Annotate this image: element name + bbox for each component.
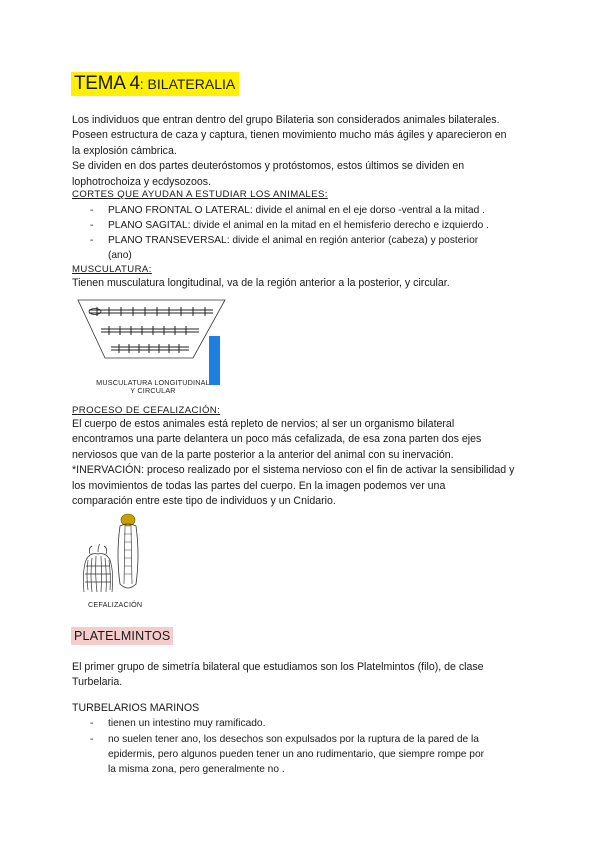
cefalizacion-line: nerviosos que van de la parte posterior a la anterior del animal con su inervación. [72, 448, 454, 461]
cefalizacion-line: El cuerpo de estos animales está repleto de nervios; al ser un organismo bilateral [72, 418, 455, 430]
cefalizacion-line: encontramos una parte delantera un poco más cefalizada, de esa zona parten dos ejes [72, 433, 482, 446]
title-rest: : BILATERALIA [139, 76, 236, 92]
cefalizacion-paragraph [72, 417, 542, 509]
turbelarios-heading: TURBELARIOS MARINOS [72, 702, 200, 714]
cefalizacion-line: *INERVACIÓN: proceso realizado por el sistema nervioso con el fin de activar la sensibilidad y [72, 464, 515, 477]
bullet-dash: - [90, 235, 94, 246]
turbelarios-item: tienen un intestino muy ramificado. [108, 718, 266, 729]
caption-line: MUSCULATURA LONGITUDINAL [96, 378, 210, 387]
cortes-heading: CORTES QUE AYUDAN A ESTUDIAR LOS ANIMALES: [72, 189, 328, 200]
musculatura-heading: MUSCULATURA: [72, 264, 152, 275]
intro-line: Poseen estructura de caza y captura, tienen movimiento mucho más ágiles y aparecieron en [72, 129, 507, 142]
cortes-item: PLANO FRONTAL O LATERAL: divide el animal en el eje dorso -ventral a la mitad . [108, 205, 485, 216]
figure-blue-bar [209, 336, 220, 385]
musculatura-text: Tienen musculatura longitudinal, va de la región anterior a la posterior, y circular. [72, 277, 450, 289]
musculature-caption [88, 379, 218, 395]
cefalizacion-line: los movimientos de todas las partes del cuerpo. En la imagen podemos ver una [72, 479, 446, 492]
turbelarios-item: no suelen tener ano, los desechos son expulsados por la ruptura de la pared de la [108, 734, 479, 745]
cephalization-caption: CEFALIZACIÓN [88, 600, 143, 609]
bullet-dash: - [90, 718, 94, 729]
platelmintos-heading: PLATELMINTOS [71, 627, 173, 645]
turbelarios-item-continued: la misma zona, pero generalmente no . [108, 764, 285, 775]
cefalizacion-line: comparación entre este tipo de individuos y un Cnidario. [72, 495, 336, 508]
musculature-figure [75, 296, 227, 368]
bullet-dash: - [90, 734, 94, 745]
caption-line: Y CIRCULAR [130, 386, 176, 395]
page-title [71, 72, 239, 96]
turbelarios-item-continued: epidermis, pero algunos pueden tener un ano rudimentario, que siempre rompe por [108, 749, 485, 760]
cortes-item-continued: (ano) [108, 250, 132, 261]
platelmintos-line: El primer grupo de simetría bilateral que estudiamos son los Platelmintos (filo), de clase [72, 661, 484, 673]
cortes-item: PLANO SAGITAL: divide el animal en la mitad en el hemisferio derecho e izquierdo . [108, 220, 489, 231]
platelmintos-paragraph [72, 660, 542, 691]
bullet-dash: - [90, 205, 94, 216]
cortes-item: PLANO TRANSEVERSAL: divide el animal en región anterior (cabeza) y posterior [108, 235, 479, 246]
intro-line: Se dividen en dos partes deuteróstomos y protóstomos, estos últimos se dividen en [72, 160, 465, 173]
cefalizacion-heading: PROCESO DE CEFALIZACIÓN: [72, 405, 221, 416]
platelmintos-line: Turbelaria. [72, 676, 123, 689]
title-number: TEMA 4 [74, 73, 140, 94]
bullet-dash: - [90, 220, 94, 231]
cephalization-figure [76, 510, 156, 600]
intro-line: la explosión cámbrica. [72, 144, 177, 157]
intro-line: Los individuos que entran dentro del grupo Bilateria son considerados animales bilaterales. [72, 114, 500, 126]
intro-line: lophotrochoiza y ecdysozoos. [72, 175, 211, 188]
intro-paragraph [72, 113, 532, 190]
